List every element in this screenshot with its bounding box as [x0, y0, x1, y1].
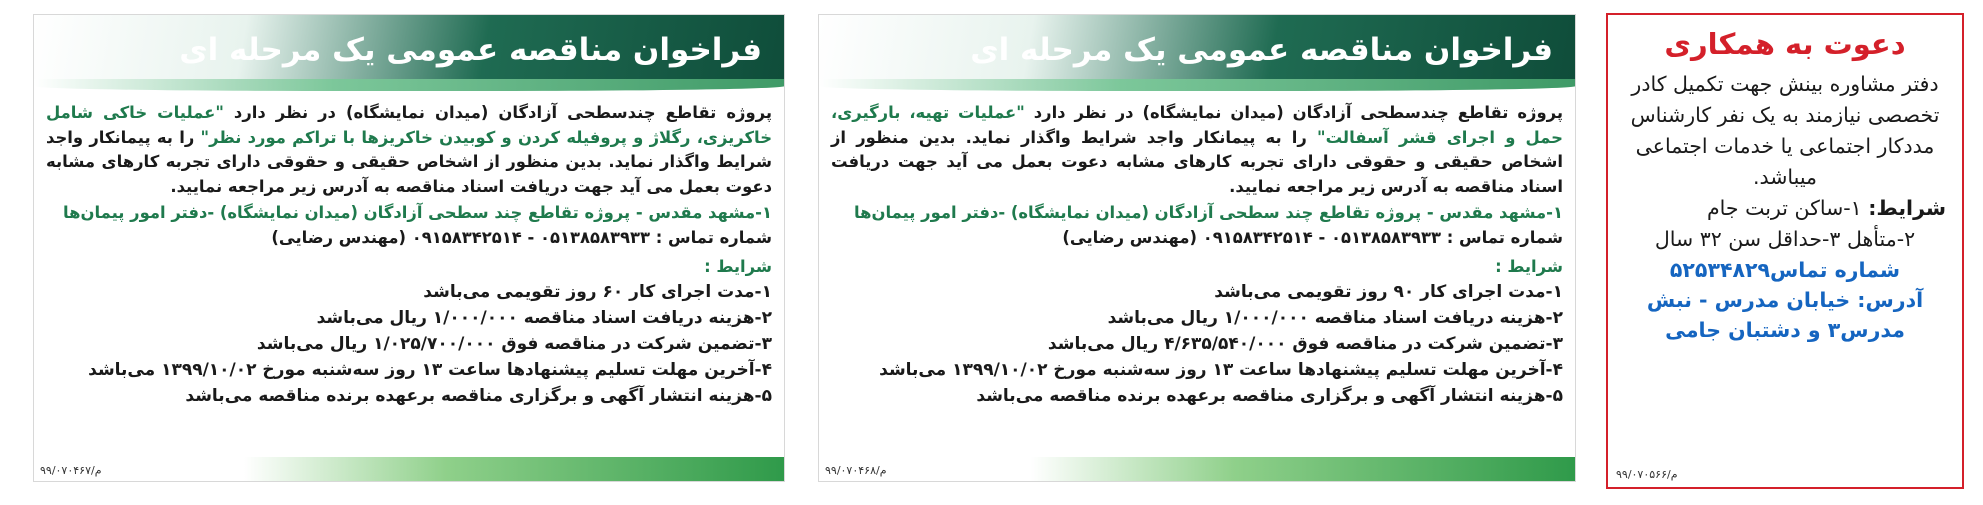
recruitment-ad	[1606, 13, 1964, 489]
tender-body	[831, 101, 1563, 409]
condition-item: ۱-مدت اجرای کار ۹۰ روز تقویمی می‌باشد	[1214, 282, 1563, 303]
recruit-condition-2: ۲-متأهل ۳-حداقل سن ۳۲ سال	[1654, 227, 1916, 251]
tender-banner	[819, 15, 1575, 85]
tender-phone: شماره تماس : ۰۵۱۳۸۵۸۳۹۳۳ - ۰۹۱۵۸۳۴۲۵۱۴ (مهندس رضایی)	[1062, 227, 1563, 247]
tender-title: فراخوان مناقصه عمومی یک مرحله ای	[179, 32, 762, 68]
conditions-heading: شرایط :	[1495, 256, 1563, 276]
ad-code: م/۹۹/۰۷۰۵۶۶	[1616, 468, 1678, 481]
tender-body	[46, 101, 772, 409]
recruit-conditions-label: شرایط:	[1868, 196, 1946, 220]
conditions-heading: شرایط :	[704, 256, 772, 276]
banner-wave-decoration	[819, 79, 1575, 91]
recruit-address: آدرس: خیابان مدرس - نبش مدرس۳ و دشتبان جامی	[1646, 288, 1924, 342]
recruit-condition-1: ۱-ساکن تربت جام	[1706, 196, 1862, 220]
tender-address: ۱-مشهد مقدس - پروژه تقاطع چند سطحی آزادگان (میدان نمایشگاه) -دفتر امور پیمان‌ها	[853, 203, 1563, 223]
tender-phone: شماره تماس : ۰۵۱۳۸۵۸۳۹۳۳ - ۰۹۱۵۸۳۴۲۵۱۴ (مهندس رضایی)	[271, 227, 772, 247]
project-highlight: "عملیات خاکی شامل خاکریزی، رگلاژ و پروفیله کردن و کوبیدن خاکریزها با تراکم مورد نظر"	[46, 103, 773, 147]
condition-item: ۵-هزینه انتشار آگهی و برگزاری مناقصه برعهده برنده مناقصه می‌باشد	[976, 386, 1563, 407]
condition-item: ۴-آخرین مهلت تسلیم پیشنهادها ساعت ۱۳ روز سه‌شنبه مورخ ۱۳۹۹/۱۰/۰۲ می‌باشد	[88, 360, 772, 381]
tender-banner	[34, 15, 784, 85]
tender-footer-stripe	[819, 457, 1575, 481]
intro-text-continued: را به پیمانکار واجد شرایط واگذار نماید. بدین منظور از اشخاص حقیقی و حقوقی دارای تجربه کارهای مشابه دعوت بعمل می آید جهت دریافت اسناد مناقصه به آدرس زیر مراجعه نمایید.	[46, 127, 772, 196]
condition-item: ۳-تضمین شرکت در مناقصه فوق ۴/۶۳۵/۵۴۰/۰۰۰ ریال می‌باشد	[1047, 334, 1563, 355]
tender-footer-stripe	[34, 457, 784, 481]
condition-item: ۲-هزینه دریافت اسناد مناقصه ۱/۰۰۰/۰۰۰ ریال می‌باشد	[316, 308, 772, 329]
condition-item: ۴-آخرین مهلت تسلیم پیشنهادها ساعت ۱۳ روز سه‌شنبه مورخ ۱۳۹۹/۱۰/۰۲ می‌باشد	[879, 360, 1563, 381]
ad-code: م/۹۹/۰۷۰۴۶۸	[825, 464, 887, 477]
tender-title: فراخوان مناقصه عمومی یک مرحله ای	[970, 32, 1553, 68]
condition-item: ۳-تضمین شرکت در مناقصه فوق ۱/۰۲۵/۷۰۰/۰۰۰ ریال می‌باشد	[256, 334, 772, 355]
tender-ad-earthworks	[33, 14, 785, 482]
intro-text-continued: را به پیمانکار واجد شرایط واگذار نماید. بدین منظور از اشخاص حقیقی و حقوقی دارای تجربه کارهای مشابه دعوت بعمل می آید جهت دریافت اسناد مناقصه به آدرس زیر مراجعه نمایید.	[831, 127, 1563, 196]
recruit-title: دعوت به همکاری	[1664, 27, 1906, 61]
tender-address: ۱-مشهد مقدس - پروژه تقاطع چند سطحی آزادگان (میدان نمایشگاه) -دفتر امور پیمان‌ها	[62, 203, 772, 223]
intro-text: پروژه تقاطع چندسطحی آزادگان (میدان نمایشگاه) در نظر دارد	[233, 103, 772, 122]
recruit-body: دفتر مشاوره بینش جهت تکمیل کادر تخصصی نیازمند به یک نفر کارشناس مددکار اجتماعی یا خدمات اجتماعی میباشد.	[1630, 72, 1940, 189]
conditions-list	[46, 279, 772, 409]
tender-ad-asphalt	[818, 14, 1576, 482]
condition-item: ۱-مدت اجرای کار ۶۰ روز تقویمی می‌باشد	[423, 282, 772, 303]
conditions-list	[831, 279, 1563, 409]
banner-wave-decoration	[34, 79, 784, 91]
intro-text: پروژه تقاطع چندسطحی آزادگان (میدان نمایشگاه) در نظر دارد	[1033, 103, 1564, 122]
tender-intro	[46, 101, 772, 199]
tender-intro	[831, 101, 1563, 199]
condition-item: ۵-هزینه انتشار آگهی و برگزاری مناقصه برعهده برنده مناقصه می‌باشد	[185, 386, 772, 407]
condition-item: ۲-هزینه دریافت اسناد مناقصه ۱/۰۰۰/۰۰۰ ریال می‌باشد	[1107, 308, 1563, 329]
project-highlight: "عملیات تهیه، بارگیری، حمل و اجرای قشر آسفالت"	[831, 103, 1563, 147]
recruit-conditions	[1616, 193, 1954, 224]
ad-code: م/۹۹/۰۷۰۴۶۷	[40, 464, 102, 477]
recruit-phone: شماره تماس۵۲۵۳۴۸۲۹	[1669, 258, 1901, 282]
